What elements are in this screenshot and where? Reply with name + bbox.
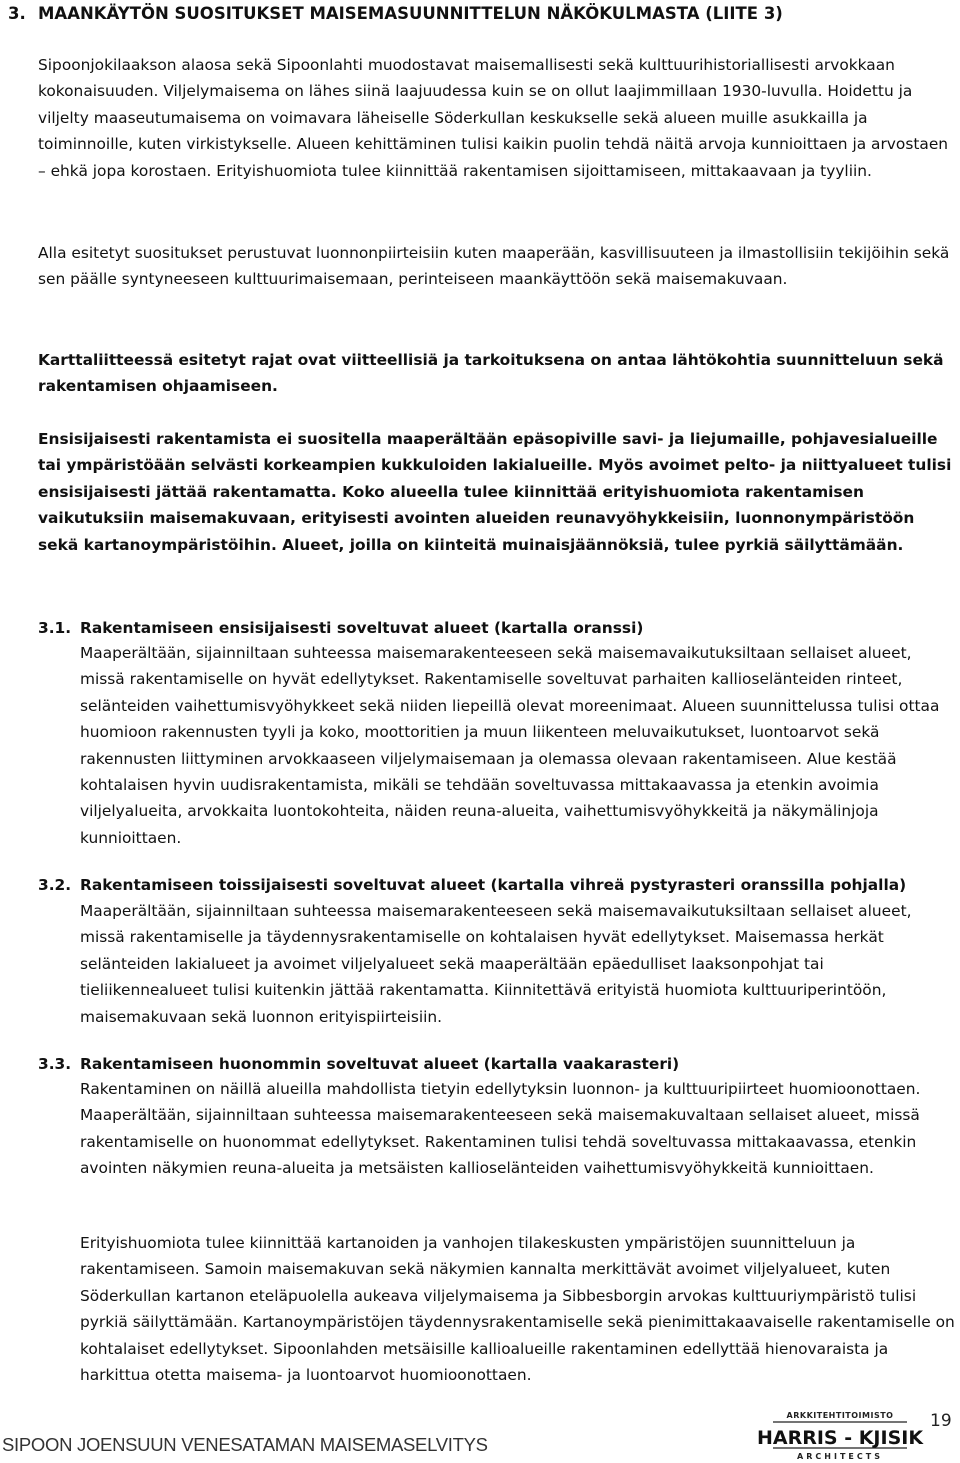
subsection-body-3-1: Maaperältään, sijainniltaan suhteessa maisemarakenteeseen sekä maisemavaikutuksiltaan sellaiset alueet, missä rakentamiselle on hyvät edellytykset. Rakentamiselle soveltuvat parhaiten kallioselänteiden rinteet, selänteiden vaihettumisvyöhykkeet sekä niiden liepeillä olevat moreenimaat. Alueen suunnittelussa tulisi ottaa huomioon rakennusten tyyli ja koko, moottoritien ja muun liikenteen meluvaikutukset, luontoarvot sekä rakennusten liittyminen arvokkaaseen viljelymaisemaan ja olemassa olevaan rakentamiseen. Alue kestää kohtalaisen hyvin uudisrakentamista, mikäli se tehdään soveltuvassa mittakaavassa ja etenkin avoimia viljelyalueita, arvokkaita luontokohteita, näiden reuna-alueita, vaihettumisvyöhykkeitä ja näkymälinjoja kunnioittaen. — [80, 644, 940, 847]
section-title: MAANKÄYTÖN SUOSITUKSET MAISEMASUUNNITTELUN NÄKÖKULMASTA (LIITE 3) — [38, 4, 783, 23]
subsection-heading-3-3: 3.3. Rakentamiseen huonommin soveltuvat alueet (kartalla vaakarasteri) — [38, 1055, 680, 1073]
subsection-body-3-2: Maaperältään, sijainniltaan suhteessa maisemarakenteeseen sekä maisemavaikutuksiltaan sellaiset alueet, missä rakentamiselle ja täydennysrakentamiselle on kohtalaisen hyvät edellytykset. Maisemassa herkät selänteiden lakialueet ja avoimet viljelyalueet sekä maaperältään epäedulliset laaksonpohjat tai tieliikennealueet tulisi kuitenkin jättää rakentamatta. Kiinnitettävä erityistä huomiota kulttuuriperintöön, maisemakuvaan sekä luonnon erityispiirteisiin. — [80, 902, 912, 1026]
closing-paragraph: Erityishuomiota tulee kiinnittää kartanoiden ja vanhojen tilakeskusten ympäristöjen suunnitteluun ja rakentamiseen. Samoin maisemakuvan sekä näkymien kannalta merkittävät avoimet viljelyalueet, kuten Söderkullan kartanon eteläpuolella aukeava viljelymaisema ja Sibbesborgin arvokas kulttuuriympäristö tulisi pyrkiä säilyttämään. Kartanoympäristöjen täydennysrakentamiselle sekä pienimittakaavaiselle rakentamiselle on kohtalaiset edellytykset. Sipoonlahden metsäisille kallioalueille rakentaminen edellyttää hienovaraista ja harkittua otetta maisema- ja luontoarvot huomioonottaen. — [80, 1234, 955, 1385]
logo-bottom-text: ARCHITECTS — [797, 1452, 883, 1461]
logo-top-text: ARKKITEHTITOIMISTO — [786, 1411, 894, 1420]
section-heading — [8, 4, 948, 24]
section-number: 3. — [8, 4, 26, 23]
intro-paragraph: Sipoonjokilaakson alaosa sekä Sipoonlahti muodostavat maisemallisesti sekä kulttuurihistoriallisesti arvokkaan kokonaisuuden. Viljelymaisema on lähes siinä laajuudessa kuin se on ollut laajimmillaan 1930-luvulla. Hoidettu ja viljelty maaseutumaisema on voimavara läheiselle Söderkullan keskukselle sekä alueen muille asukkailla ja toiminnoille, kuten virkistykselle. Alueen kehittäminen tulisi kaikin puolin tehdä näitä arvoja kunnioittaen ja arvostaen – ehkä jopa korostaen. Erityishuomiota tulee kiinnittää rakentamisen sijoittamiseen, mittakaavaan ja tyyliin. — [38, 56, 949, 180]
map-limits-paragraph: Karttaliitteessä esitetyt rajat ovat viitteellisiä ja tarkoituksena on antaa lähtökohtia suunnitteluun sekä rakentamisen ohjaamiseen. — [38, 351, 944, 396]
harris-kjisik-logo — [756, 1409, 924, 1461]
subsection-heading-3-2: 3.2. Rakentamiseen toissijaisesti soveltuvat alueet (kartalla vihreä pystyrasteri oranssilla pohjalla) — [38, 876, 907, 894]
recommendations-paragraph: Ensisijaisesti rakentamista ei suositella maaperältään epäsopiville savi- ja liejumaille, pohjavesialueille tai ympäristöään selvästi korkeampien kukkuloiden lakialueille. Myös avoimet pelto- ja niittyalueet tulisi ensisijaisesti jättää rakentamatta. Koko alueella tulee kiinnittää erityishuomiota rakentamisen vaikutuksiin maisemakuvaan, erityisesti avointen alueiden reunavyöhykkeisiin, luonnonympäristöön sekä kartanoympäristöihin. Alueet, joilla on kiinteitä muinaisjäännöksiä, tulee pyrkiä säilyttämään. — [38, 430, 952, 554]
page-number: 19 — [930, 1411, 952, 1431]
logo-name-text: HARRIS - KJISIK — [756, 1427, 924, 1449]
basis-paragraph: Alla esitetyt suositukset perustuvat luonnonpiirteisiin kuten maaperään, kasvillisuuteen ja ilmastollisiin tekijöihin sekä sen päälle syntyneeseen kulttuurimaisemaan, perinteiseen maankäyttöön sekä maisemakuvaan. — [38, 244, 950, 289]
subsection-heading-3-1: 3.1. Rakentamiseen ensisijaisesti soveltuvat alueet (kartalla oranssi) — [38, 619, 644, 637]
subsection-body-3-3: Rakentaminen on näillä alueilla mahdollista tietyin edellytyksin luonnon- ja kulttuuripiirteet huomioonottaen. Maaperältään, sijainniltaan suhteessa maisemarakenteeseen sekä maisemakuvaltaan sellaiset alueet, missä rakentamiselle on huonommat edellytykset. Rakentaminen tulisi tehdä soveltuvassa mittakaavassa, etenkin avointen näkymien reuna-alueita ja metsäisten kallioselänteiden vaihettumisvyöhykkeitä kunnioittaen. — [80, 1080, 921, 1178]
footer-document-title: SIPOON JOENSUUN VENESATAMAN MAISEMASELVITYS — [2, 1434, 488, 1455]
